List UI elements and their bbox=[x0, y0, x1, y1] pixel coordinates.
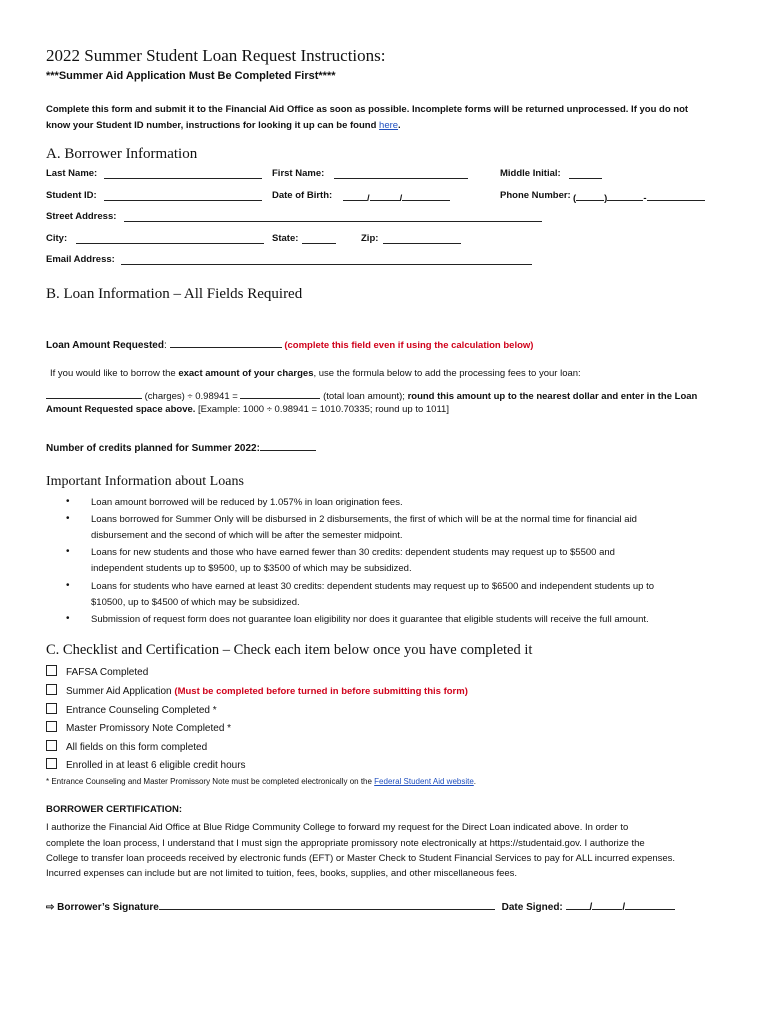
formula-bold: exact amount of your charges bbox=[178, 368, 314, 379]
student-id-label: Student ID: bbox=[46, 190, 97, 201]
certification-line-2: complete the loan process, I understand that I must sign the appropriate promissory note electronically at https://studentaid.gov. I authorize the bbox=[46, 838, 645, 849]
here-link[interactable]: here bbox=[379, 120, 399, 131]
calc-round: round this amount up to the nearest dollar and enter in the Loan bbox=[407, 391, 698, 402]
important-heading: Important Information about Loans bbox=[46, 474, 244, 489]
email-label: Email Address: bbox=[46, 254, 115, 265]
calc-total: (total loan amount); bbox=[323, 391, 405, 402]
credits-field[interactable] bbox=[260, 440, 316, 451]
zip-field[interactable] bbox=[383, 233, 461, 244]
footnote-end: . bbox=[473, 777, 477, 786]
fields-label: All fields on this form completed bbox=[66, 742, 208, 753]
state-field[interactable] bbox=[302, 233, 336, 244]
bullet-2b: disbursement and the second of which will be after the semester midpoint. bbox=[91, 530, 403, 541]
calc-example: [Example: 1000 ÷ 0.98941 = 1010.70335; round up to 1011] bbox=[198, 404, 449, 415]
total-loan-field[interactable] bbox=[240, 388, 320, 399]
intro-line-1: Complete this form and submit it to the Financial Aid Office as soon as possible. Incomplete forms will be returned unprocessed. If you do not bbox=[46, 104, 689, 115]
bullet-4b: $10500, up to $4500 of which may be subsidized. bbox=[91, 597, 300, 608]
bullet-dot: • bbox=[66, 546, 70, 557]
footnote bbox=[46, 777, 476, 786]
signature-row: ⇨ Borrower’s Signature Date Signed: / / bbox=[46, 899, 675, 913]
page-title: 2022 Summer Student Loan Request Instructions: bbox=[46, 46, 386, 65]
certification-heading: BORROWER CERTIFICATION: bbox=[46, 804, 182, 815]
footnote-text: * Entrance Counseling and Master Promissory Note must be completed electronically on the bbox=[46, 777, 372, 786]
bullet-2a: Loans borrowed for Summer Only will be disbursed in 2 disbursements, the first of which will be at the normal time for financial aid bbox=[91, 514, 637, 525]
summer-aid-note: (Must be completed before turned in before submitting this form) bbox=[174, 686, 468, 697]
charges-field[interactable] bbox=[46, 388, 142, 399]
bullet-4a: Loans for students who have earned at least 30 credits: dependent students may request up to $6500 and independent students up to bbox=[91, 581, 655, 592]
certification-line-1: I authorize the Financial Aid Office at Blue Ridge Community College to forward my request for the Direct Loan indicated above. In order to bbox=[46, 822, 629, 833]
city-label: City: bbox=[46, 233, 68, 244]
page-subtitle: ***Summer Aid Application Must Be Completed First**** bbox=[46, 70, 336, 82]
bullet-dot: • bbox=[66, 496, 70, 507]
entrance-label: Entrance Counseling Completed * bbox=[66, 705, 217, 716]
bullet-3b: independent students up to $9500, up to $3500 of which may be subsidized. bbox=[91, 563, 412, 574]
credits-checkbox[interactable] bbox=[46, 758, 57, 769]
first-name-label: First Name: bbox=[272, 168, 325, 179]
fields-checkbox[interactable] bbox=[46, 740, 57, 751]
date-signed-label: Date Signed: bbox=[501, 902, 563, 913]
signature-label: ⇨ Borrower’s Signature bbox=[46, 902, 159, 913]
mpn-checkbox[interactable] bbox=[46, 721, 57, 732]
loan-amount-label: Loan Amount Requested bbox=[46, 340, 164, 351]
middle-initial-label: Middle Initial: bbox=[500, 168, 561, 179]
checklist-item-fafsa bbox=[46, 665, 148, 678]
checklist-item-mpn bbox=[46, 721, 231, 734]
credits-row bbox=[46, 440, 316, 454]
entrance-checkbox[interactable] bbox=[46, 703, 57, 714]
section-b-heading: B. Loan Information – All Fields Required bbox=[46, 286, 303, 302]
bullet-5: Submission of request form does not guarantee loan eligibility nor does it guarantee that eligible students will receive the full amount. bbox=[91, 614, 649, 625]
intro-text: know your Student ID number, instructions for looking it up can be found bbox=[46, 120, 377, 131]
street-field[interactable] bbox=[124, 211, 542, 222]
calc-line-2 bbox=[46, 404, 449, 415]
student-id-field[interactable] bbox=[104, 190, 262, 201]
checklist-item-entrance bbox=[46, 703, 217, 716]
checklist-item-credits bbox=[46, 758, 246, 771]
street-label: Street Address: bbox=[46, 211, 117, 222]
checklist-item-summer-aid bbox=[46, 684, 468, 697]
certification-line-4: Incurred expenses can include but are not limited to tuition, fees, books, supplies, and other miscellaneous fees. bbox=[46, 868, 518, 879]
city-field[interactable] bbox=[76, 233, 264, 244]
summer-aid-label: Summer Aid Application bbox=[66, 686, 172, 697]
loan-amount-row: Loan Amount Requested: (complete this field even if using the calculation below) bbox=[46, 337, 533, 351]
phone-label: Phone Number: bbox=[500, 190, 571, 201]
intro-line-2 bbox=[46, 120, 401, 131]
calc-charges: (charges) ÷ 0.98941 = bbox=[144, 391, 238, 402]
email-field[interactable] bbox=[121, 254, 532, 265]
dob-field[interactable]: / / bbox=[343, 190, 450, 204]
fafsa-checkbox[interactable] bbox=[46, 665, 57, 676]
bullet-dot: • bbox=[66, 580, 70, 591]
calc-line bbox=[46, 388, 697, 402]
mpn-label: Master Promissory Note Completed * bbox=[66, 723, 232, 734]
zip-label: Zip: bbox=[361, 233, 379, 244]
intro-end: . bbox=[398, 120, 401, 131]
phone-field[interactable]: ( ) - bbox=[573, 190, 705, 204]
bullet-dot: • bbox=[66, 613, 70, 624]
federal-student-aid-link[interactable]: Federal Student Aid website bbox=[374, 777, 474, 786]
summer-aid-checkbox[interactable] bbox=[46, 684, 57, 695]
fafsa-label: FAFSA Completed bbox=[66, 667, 149, 678]
checklist-item-fields bbox=[46, 740, 207, 753]
credits-hours-label: Enrolled in at least 6 eligible credit hours bbox=[66, 760, 246, 771]
date-year-field[interactable] bbox=[625, 899, 675, 910]
dob-label: Date of Birth: bbox=[272, 190, 333, 201]
section-c-heading: C. Checklist and Certification – Check each item below once you have completed it bbox=[46, 642, 533, 658]
credits-label: Number of credits planned for Summer 2022: bbox=[46, 443, 260, 454]
last-name-label: Last Name: bbox=[46, 168, 98, 179]
bullet-1: Loan amount borrowed will be reduced by 1.057% in loan origination fees. bbox=[91, 497, 403, 508]
loan-amount-field[interactable] bbox=[170, 337, 282, 348]
formula-pre: If you would like to borrow the bbox=[50, 368, 176, 379]
formula-intro bbox=[50, 368, 581, 379]
calc-round-2: Amount Requested space above. bbox=[46, 404, 196, 415]
certification-line-3: College to transfer loan proceeds received by electronic funds (EFT) or Master Check to Student Financial Services to pay for ALL incurred expenses. bbox=[46, 853, 676, 864]
date-day-field[interactable] bbox=[592, 899, 622, 910]
state-label: State: bbox=[272, 233, 299, 244]
bullet-dot: • bbox=[66, 513, 70, 524]
first-name-field[interactable] bbox=[334, 168, 468, 179]
middle-initial-field[interactable] bbox=[569, 168, 602, 179]
date-month-field[interactable] bbox=[566, 899, 590, 910]
loan-amount-note: (complete this field even if using the calculation below) bbox=[284, 340, 534, 351]
formula-post: , use the formula below to add the processing fees to your loan: bbox=[313, 368, 581, 379]
bullet-3a: Loans for new students and those who have earned fewer than 30 credits: dependent students may request up to $5500 and bbox=[91, 547, 615, 558]
last-name-field[interactable] bbox=[104, 168, 262, 179]
signature-field[interactable] bbox=[159, 899, 495, 910]
section-a-heading: A. Borrower Information bbox=[46, 146, 198, 162]
